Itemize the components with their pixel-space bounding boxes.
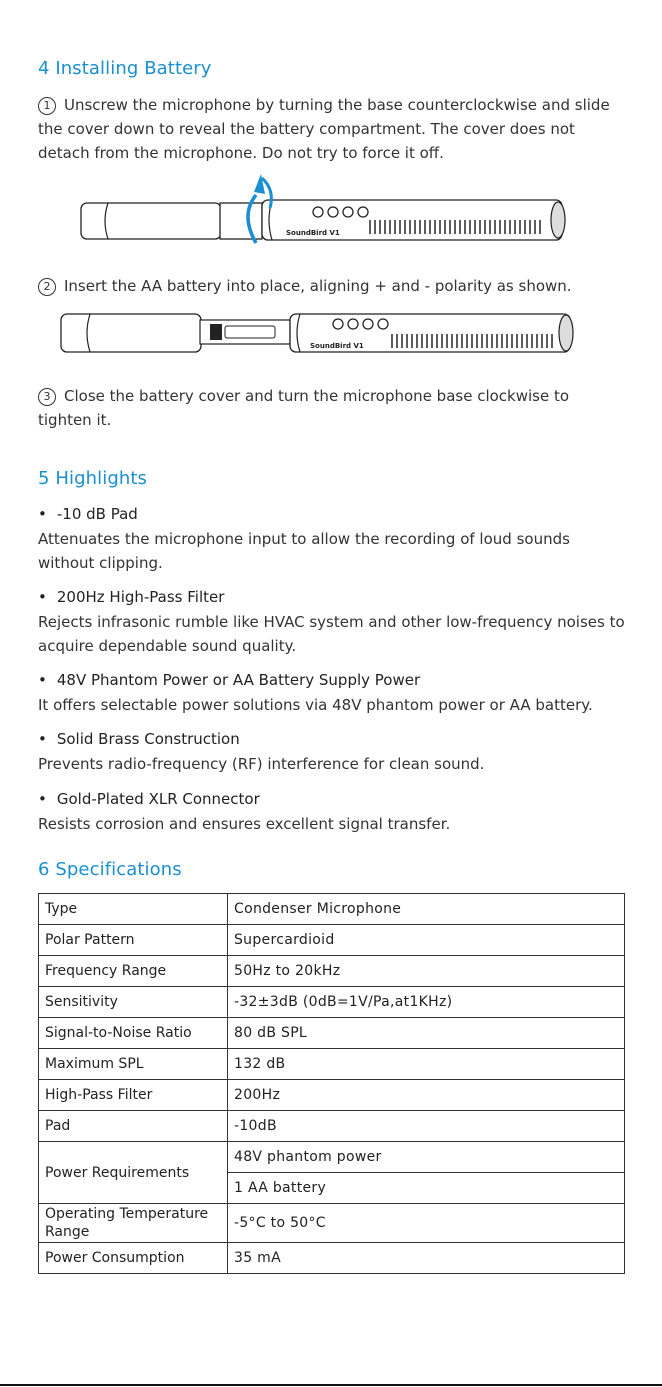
step-3-text: Close the battery cover and turn the microphone base clockwise to tighten it. [38, 387, 570, 429]
microphone-unscrew-illustration [80, 170, 570, 250]
highlight-desc: Rejects infrasonic rumble like HVAC system and other low-frequency noises to acquire dependable sound quality. [38, 613, 625, 655]
table-row [39, 1204, 625, 1243]
spec-value: 132 dB [228, 1049, 625, 1080]
spec-value: -5°C to 50°C [228, 1204, 625, 1243]
spec-key: Sensitivity [39, 987, 228, 1018]
spec-key: Maximum SPL [39, 1049, 228, 1080]
table-row [39, 1243, 625, 1274]
highlight-desc: Attenuates the microphone input to allow the recording of loud sounds without clipping. [38, 530, 570, 572]
section-4-title: 4 Installing Battery [38, 58, 212, 79]
microphone-battery-illustration [60, 310, 580, 360]
section-5-title: 5 Highlights [38, 468, 148, 489]
spec-value: 200Hz [228, 1080, 625, 1111]
spec-value: 80 dB SPL [228, 1018, 625, 1049]
mic-brand-label: SoundBird V1 [286, 229, 340, 237]
spec-value: -10dB [228, 1111, 625, 1142]
spec-value: 35 mA [228, 1243, 625, 1274]
highlight-title: • 200Hz High-Pass Filter [38, 588, 225, 606]
spec-value: 48V phantom power [228, 1142, 625, 1173]
highlight-desc: Prevents radio-frequency (RF) interference for clean sound. [38, 755, 485, 773]
spec-key: Power Requirements [39, 1142, 228, 1204]
spec-key: Power Consumption [39, 1243, 228, 1274]
highlight-title: • 48V Phantom Power or AA Battery Supply Power [38, 671, 421, 689]
table-row [39, 894, 625, 925]
highlight-title: • Gold-Plated XLR Connector [38, 790, 260, 808]
specifications-table [38, 893, 625, 1274]
table-row [39, 1142, 625, 1173]
spec-value: 1 AA battery [228, 1173, 625, 1204]
step-3-number: 3 [38, 388, 56, 406]
spec-key: Type [39, 894, 228, 925]
spec-key: Polar Pattern [39, 925, 228, 956]
spec-key: Pad [39, 1111, 228, 1142]
step-3-paragraph [38, 384, 626, 432]
spec-key: Frequency Range [39, 956, 228, 987]
highlight-title: • -10 dB Pad [38, 505, 138, 523]
step-2-text: Insert the AA battery into place, aligning + and - polarity as shown. [64, 277, 572, 295]
table-row [39, 1049, 625, 1080]
spec-value: Supercardioid [228, 925, 625, 956]
spec-value: -32±3dB (0dB=1V/Pa,at1KHz) [228, 987, 625, 1018]
page-bottom-rule [0, 1384, 662, 1386]
spec-key: Operating Temperature Range [39, 1204, 228, 1243]
step-1-number: 1 [38, 97, 56, 115]
spec-value: 50Hz to 20kHz [228, 956, 625, 987]
highlight-desc: It offers selectable power solutions via 48V phantom power or AA battery. [38, 696, 593, 714]
spec-value: Condenser Microphone [228, 894, 625, 925]
table-row [39, 1111, 625, 1142]
step-2-paragraph [38, 274, 626, 298]
spec-key: High-Pass Filter [39, 1080, 228, 1111]
highlight-desc: Resists corrosion and ensures excellent signal transfer. [38, 815, 451, 833]
step-2-number: 2 [38, 278, 56, 296]
table-row [39, 1018, 625, 1049]
table-row [39, 925, 625, 956]
section-6-title: 6 Specifications [38, 859, 182, 880]
step-1-paragraph [38, 93, 626, 165]
highlight-title: • Solid Brass Construction [38, 730, 240, 748]
table-row [39, 987, 625, 1018]
table-row [39, 956, 625, 987]
spec-key: Signal-to-Noise Ratio [39, 1018, 228, 1049]
mic-brand-label-2: SoundBird V1 [310, 342, 364, 350]
step-1-text: Unscrew the microphone by turning the base counterclockwise and slide the cover down to reveal the battery compartment. The cover does not detach from the microphone. Do not try to force it off. [38, 96, 610, 162]
table-row [39, 1080, 625, 1111]
